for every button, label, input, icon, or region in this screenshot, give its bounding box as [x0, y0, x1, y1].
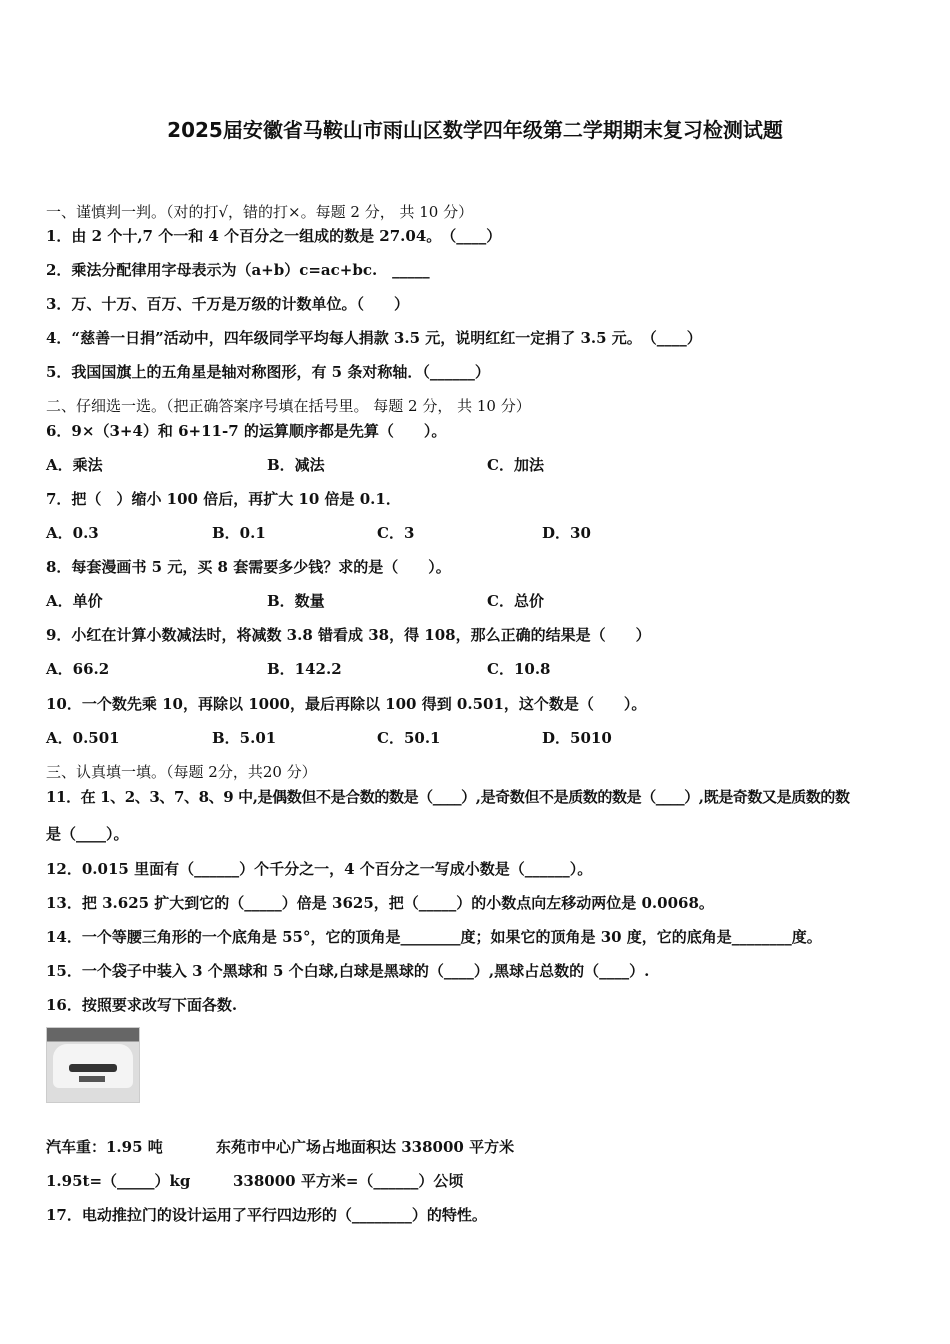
question-13: 13．把 3.625 扩大到它的（_____）倍是 3625，把（_____）的小数点向左移动两位是 0.0068。	[46, 894, 714, 912]
question-4: 4．“慈善一日捐”活动中，四年级同学平均每人捐款 3.5 元，说明红红一定捐了 3.5 元。 （____）	[46, 329, 702, 347]
question-6: 6．9×（3+4）和 6+11-7 的运算顺序都是先算（ ）。	[46, 422, 447, 440]
question-2: 2．乘法分配律用字母表示为（a+b）c=ac+bc. _____	[46, 261, 430, 279]
option-c: C．10.8	[487, 660, 551, 678]
question-12: 12．0.015 里面有（______）个千分之一，4 个百分之一写成小数是（______）。	[46, 860, 593, 878]
option-c: C．加法	[487, 456, 544, 474]
option-c: C．50.1	[377, 729, 441, 747]
question-16: 16．按照要求改写下面各数.	[46, 996, 238, 1014]
option-b: B．0.1	[212, 524, 266, 542]
question-15: 15．一个袋子中装入 3 个黑球和 5 个白球,白球是黑球的（____）,黑球占总数的（____）.	[46, 962, 650, 980]
question-9: 9．小红在计算小数减法时，将减数 3.8 错看成 38，得 108，那么正确的结果是（ ）	[46, 626, 651, 644]
question-3: 3．万、十万、百万、千万是万级的计数单位。（ ）	[46, 295, 409, 313]
option-a: A．0.3	[46, 524, 99, 542]
option-c: C．总价	[487, 592, 544, 610]
option-b: B．数量	[267, 592, 325, 610]
question-1: 1．由 2 个十,7 个一和 4 个百分之一组成的数是 27.04。 （____）	[46, 227, 502, 245]
question-11-continued: 是（____）。	[46, 825, 129, 843]
question-8: 8．每套漫画书 5 元，买 8 套需要多少钱？求的是（ ）。	[46, 558, 451, 576]
option-a: A．0.501	[46, 729, 120, 747]
option-c: C．3	[377, 524, 415, 542]
question-10: 10．一个数先乘 10，再除以 1000，最后再除以 100 得到 0.501，这个数是（ ）。	[46, 695, 647, 713]
page-title: 2025届安徽省马鞍山市雨山区数学四年级第二学期期末复习检测试题	[167, 118, 783, 142]
option-b: B．减法	[267, 456, 325, 474]
question-7: 7．把（ ）缩小 100 倍后，再扩大 10 倍是 0.1．	[46, 490, 401, 508]
car-photo	[46, 1027, 140, 1103]
section-heading-3: 三、认真填一填。（每题 2分，共20 分）	[46, 763, 317, 781]
option-a: A．66.2	[46, 660, 110, 678]
option-b: B．142.2	[267, 660, 342, 678]
car-weight-blank: 1.95t=（_____）kg	[46, 1172, 191, 1190]
option-a: A．乘法	[46, 456, 103, 474]
question-14: 14．一个等腰三角形的一个底角是 55°，它的顶角是________度；如果它的顶角是 30 度，它的底角是________度。	[46, 928, 822, 946]
option-b: B．5.01	[212, 729, 277, 747]
section-heading-2: 二、仔细选一选。（把正确答案序号填在括号里。 每题 2 分， 共 10 分）	[46, 397, 531, 415]
car-weight-label: 汽车重：1.95 吨	[46, 1138, 163, 1156]
option-d: D．5010	[542, 729, 612, 747]
question-11: 11．在 1、2、3、7、8、9 中,是偶数但不是合数的数是（____）,是奇数但不是质数的数是（____）,既是奇数又是质数的数	[46, 788, 850, 806]
square-area-label: 东苑市中心广场占地面积达 338000 平方米	[216, 1138, 515, 1156]
question-17: 17．电动推拉门的设计运用了平行四边形的（________）的特性。	[46, 1206, 487, 1224]
option-a: A．单价	[46, 592, 103, 610]
option-d: D．30	[542, 524, 591, 542]
question-5: 5．我国国旗上的五角星是轴对称图形，有 5 条对称轴．（______）	[46, 363, 490, 381]
section-heading-1: 一、谨慎判一判。（对的打√，错的打×。每题 2 分， 共 10 分）	[46, 203, 474, 221]
square-area-blank: 338000 平方米=（______）公顷	[233, 1172, 464, 1190]
